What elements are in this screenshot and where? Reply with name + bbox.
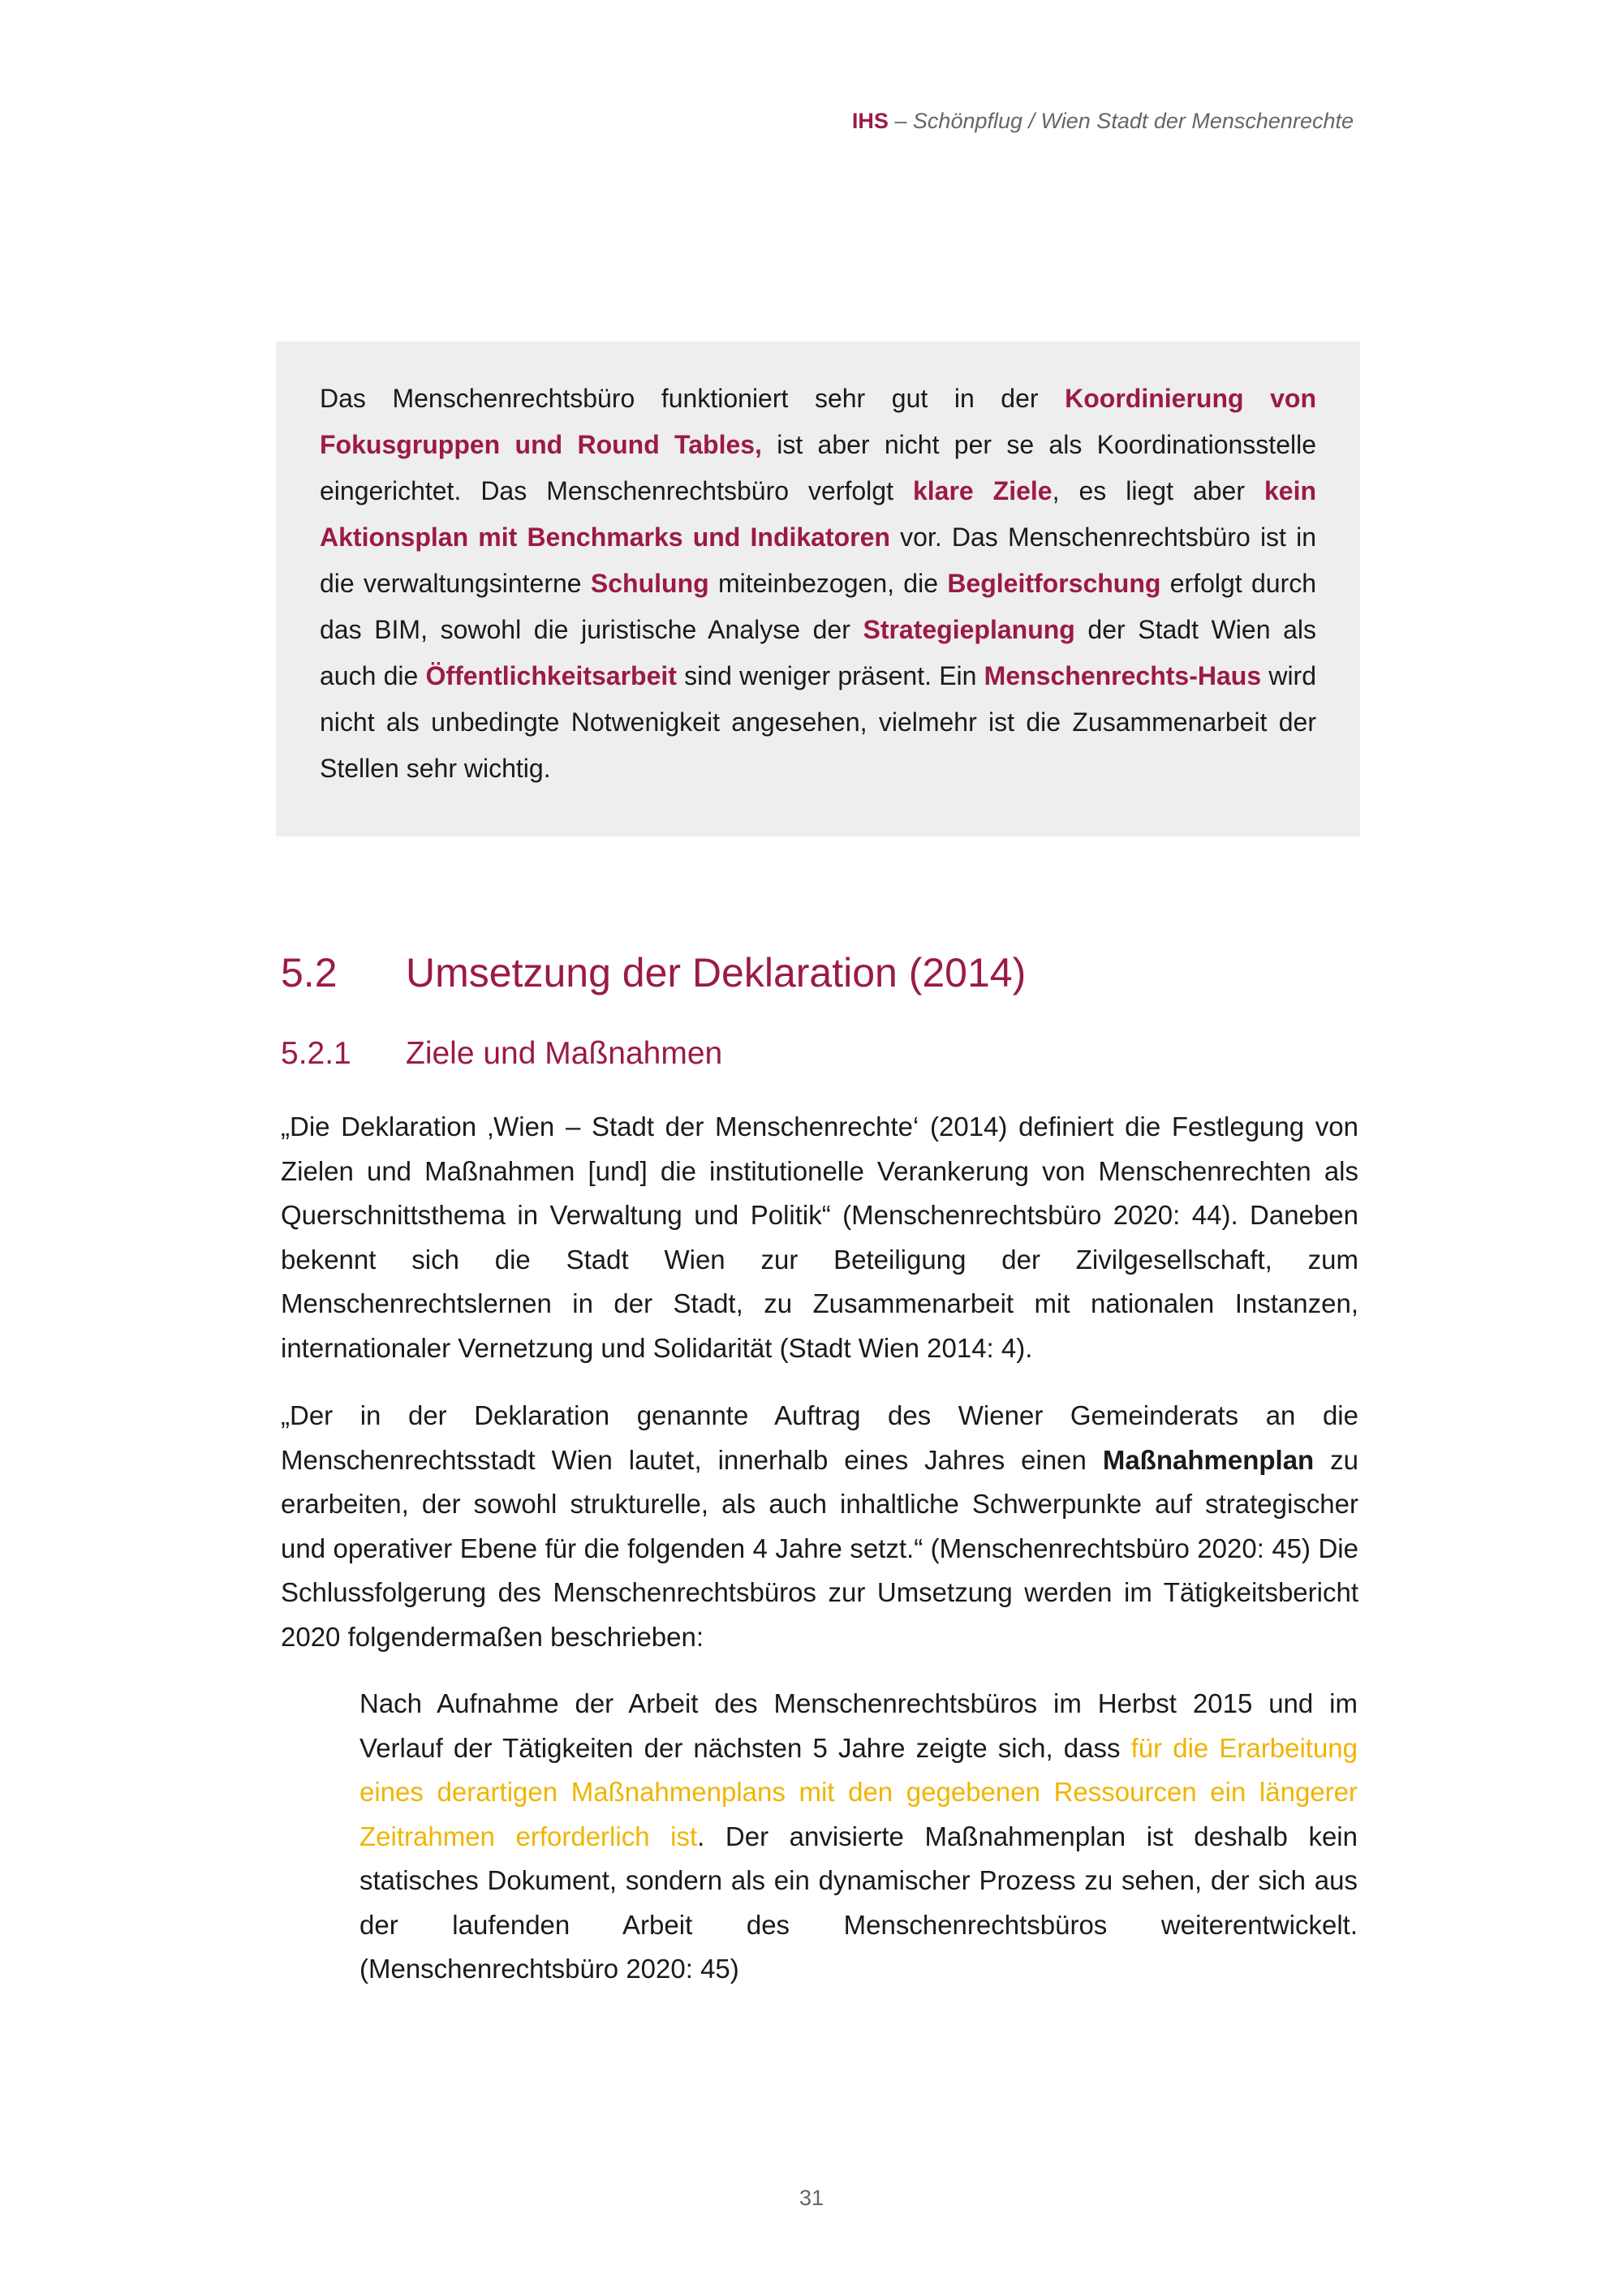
header-separator: – (888, 109, 913, 133)
summary-segment: wird nicht als unbedingte Notwenigkeit angesehen, vielmehr ist die Zusammenarbeit der Stellen sehr wichtig. (320, 661, 1316, 783)
subsection-number: 5.2.1 (281, 1036, 351, 1071)
body-paragraph-1: „Die Deklaration ‚Wien – Stadt der Menschenrechte‘ (2014) definiert die Festlegung von Zielen und Maßnahmen [und] die institutionelle Verankerung von Menschenrechten als Querschnittsthema in Verwaltung und Politik“ (Menschenrechtsbüro 2020: 44). Daneben bekennt sich die Stadt Wien zur Beteiligung der Zivilgesellschaft, zum Menschenrechtslernen in der Stadt, zu Zusammenarbeit mit nationalen Instanzen, internationaler Vernetzung und Solidarität (Stadt Wien 2014: 4). (281, 1111, 1358, 1363)
summary-segment: ist aber nicht per se als Koordinationsstelle eingerichtet. Das Menschenrechtsbüro verfolgt (320, 430, 1316, 505)
section-heading (281, 949, 1026, 996)
subsection-heading (281, 1036, 722, 1072)
summary-highlight: Koordinierung von Fokusgruppen und Round Tables, (320, 384, 1317, 459)
paragraph-2-bold: Maßnahmenplan (1102, 1444, 1315, 1475)
subsection-title: Ziele und Maßnahmen (406, 1036, 723, 1071)
summary-highlight: kein Aktionsplan mit Benchmarks und Indikatoren (320, 476, 1317, 552)
summary-text (320, 376, 1316, 792)
summary-box (276, 342, 1360, 836)
summary-highlight: Menschenrechts-Haus (984, 661, 1262, 690)
summary-highlight: Schulung (590, 569, 709, 598)
summary-segment: der Stadt Wien als auch die (320, 615, 1317, 690)
header-org: IHS (851, 109, 889, 133)
quote-text: . Der anvisierte Maßnahmenplan ist deshalb kein statisches Dokument, sondern als ein dynamischer Prozess zu sehen, der sich aus der laufenden Arbeit des Menschenrechtsbüros weiterentwickelt. (Menschenrechtsbüro 2020: 45) (359, 1821, 1358, 1984)
summary-segment: Das Menschenrechtsbüro funktioniert sehr gut in der (320, 384, 1065, 413)
paragraph-2-text: „Der in der Deklaration genannte Auftrag des Wiener Gemeinderats an die Menschenrechtsstadt Wien lautet, innerhalb eines Jahres einen (281, 1400, 1358, 1475)
summary-highlight: Strategieplanung (863, 615, 1075, 644)
summary-highlight: Öffentlichkeitsarbeit (425, 661, 677, 690)
paragraph-2-text: zu erarbeiten, der sowohl strukturelle, als auch inhaltliche Schwerpunkte auf strategischer und operativer Ebene für die folgenden 4 Jahre setzt.“ (Menschenrechtsbüro 2020: 45) Die Schlussfolgerung des Menschenrechtsbüros zur Umsetzung werden im Tätigkeitsbericht 2020 folgendermaßen beschrieben: (281, 1444, 1359, 1652)
summary-highlight: klare Ziele (912, 476, 1053, 505)
block-quote (359, 1682, 1358, 1992)
summary-segment: miteinbezogen, die (708, 569, 948, 598)
summary-segment: sind weniger präsent. Ein (676, 661, 984, 690)
header-title: Schönpflug / Wien Stadt der Menschenrechte (912, 109, 1354, 133)
page-number: 31 (799, 2186, 824, 2210)
section-title: Umsetzung der Deklaration (2014) (406, 950, 1027, 995)
summary-segment: erfolgt durch das BIM, sowohl die juristische Analyse der (320, 569, 1317, 644)
summary-segment: vor. Das Menschenrechtsbüro ist in die verwaltungsinterne (320, 522, 1317, 598)
section-number: 5.2 (281, 950, 338, 995)
summary-segment: , es liegt aber (1052, 476, 1264, 505)
summary-highlight: Begleitforschung (947, 569, 1161, 598)
body-paragraph-2 (281, 1394, 1358, 1659)
quote-text: Nach Aufnahme der Arbeit des Menschenrechtsbüros im Herbst 2015 und im Verlauf der Tätigkeiten der nächsten 5 Jahre zeigte sich, dass (359, 1688, 1358, 1763)
running-header (852, 109, 1354, 134)
quote-highlight: für die Erarbeitung eines derartigen Maßnahmenplans mit den gegebenen Ressourcen ein längerer Zeitrahmen erforderlich ist (359, 1732, 1358, 1851)
